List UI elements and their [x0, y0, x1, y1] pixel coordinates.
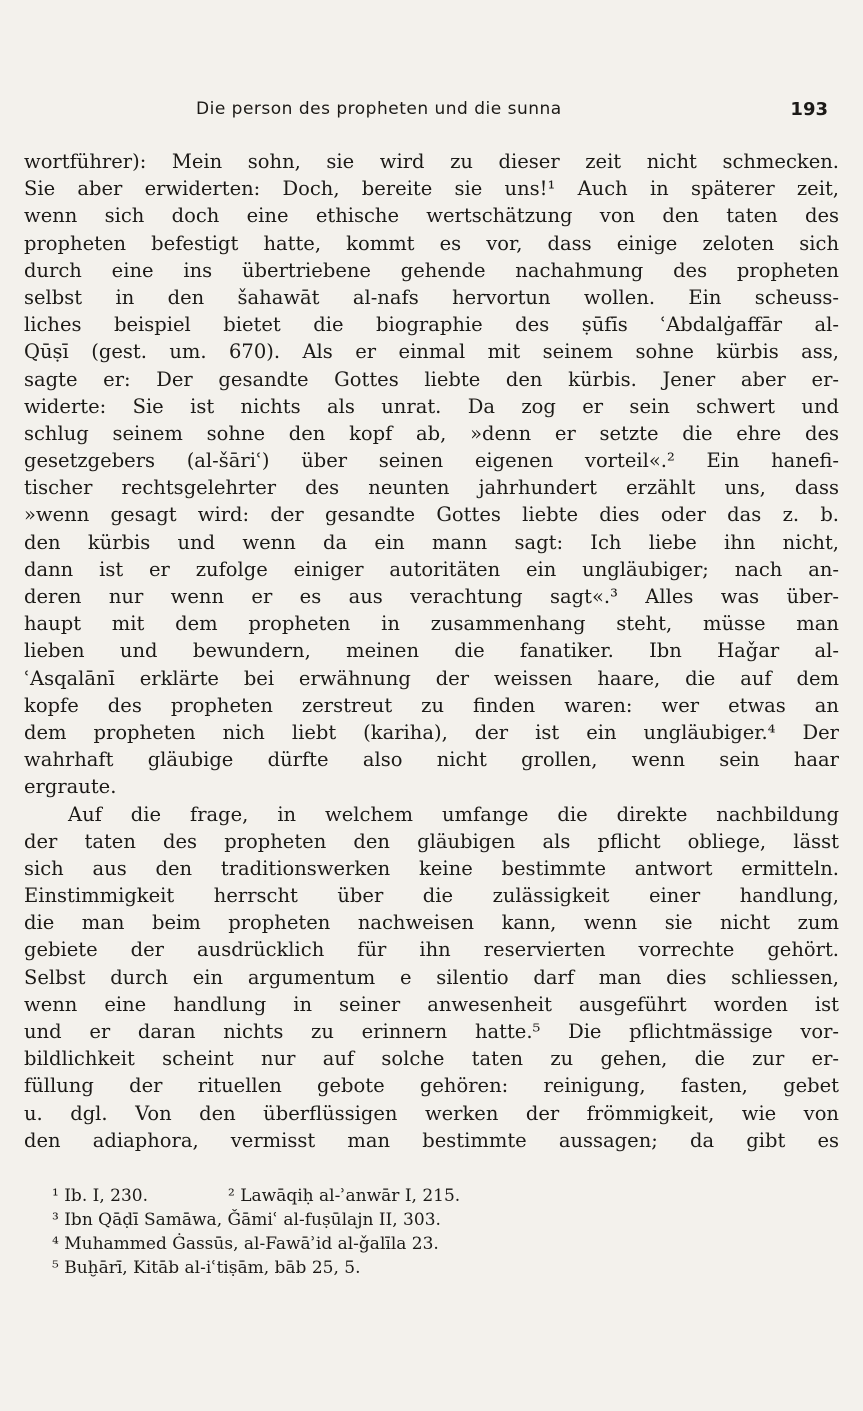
text-line: der taten des propheten den gläubigen als pflicht obliege, lässt [24, 829, 839, 853]
text-line-paragraph-end: ergraute. [24, 775, 117, 799]
footnote-3: ³ Ibn Qāḍī Samāwa, Ǧāmiʿ al-fuṣūlajn II, 303. [52, 1210, 441, 1230]
footnote-5: ⁵ Buḫārī, Kitāb al-iʿtiṣām, bāb 25, 5. [52, 1258, 361, 1278]
text-line: propheten befestigt hatte, kommt es vor, dass einige zeloten sich [24, 231, 839, 255]
text-line-paragraph-start: Auf die frage, in welchem umfange die direkte nachbildung [68, 802, 839, 826]
text-line: Qūṣī (gest. um. 670). Als er einmal mit seinem sohne kürbis ass, [24, 340, 839, 364]
running-header-title: Die person des propheten und die sunna [196, 99, 562, 119]
text-line: u. dgl. Von den überflüssigen werken der frömmigkeit, wie von [24, 1101, 839, 1125]
text-line: Selbst durch ein argumentum e silentio darf man dies schliessen, [24, 965, 839, 989]
text-line: liches beispiel bietet die biographie des ṣūfīs ʿAbdalġaffār al- [24, 313, 839, 337]
text-line: ʿAsqalānī erklärte bei erwähnung der weissen haare, die auf dem [24, 666, 839, 690]
page-number: 193 [790, 99, 828, 120]
text-line: kopfe des propheten zerstreut zu finden waren: wer etwas an [24, 693, 839, 717]
text-line: sagte er: Der gesandte Gottes liebte den kürbis. Jener aber er- [24, 367, 839, 391]
footnotes [52, 1184, 840, 1280]
text-line: widerte: Sie ist nichts als unrat. Da zog er sein schwert und [24, 394, 839, 418]
footnote-2: ² Lawāqiḥ al-ʾanwār I, 215. [228, 1186, 461, 1206]
text-line: wortführer): Mein sohn, sie wird zu dieser zeit nicht schmecken. [24, 150, 839, 173]
text-line: wahrhaft gläubige dürfte also nicht grollen, wenn sein haar [24, 748, 839, 772]
text-line: wenn sich doch eine ethische wertschätzung von den taten des [24, 204, 839, 228]
text-line: gebiete der ausdrücklich für ihn reservierten vorrechte gehört. [24, 938, 839, 962]
text-line: wenn eine handlung in seiner anwesenheit ausgeführt worden ist [24, 992, 839, 1016]
text-line: dann ist er zufolge einiger autoritäten ein ungläubiger; nach an- [24, 557, 839, 581]
text-line: den kürbis und wenn da ein mann sagt: Ich liebe ihn nicht, [24, 530, 839, 554]
text-line: Sie aber erwiderten: Doch, bereite sie uns!¹ Auch in späterer zeit, [24, 177, 839, 201]
text-line: füllung der rituellen gebote gehören: reinigung, fasten, gebet [24, 1074, 839, 1098]
footnote-1: ¹ Ib. I, 230. [52, 1186, 148, 1206]
text-line: die man beim propheten nachweisen kann, wenn sie nicht zum [24, 911, 839, 935]
text-line: »wenn gesagt wird: der gesandte Gottes liebte dies oder das z. b. [24, 503, 839, 527]
text-line: tischer rechtsgelehrter des neunten jahrhundert erzählt uns, dass [24, 476, 839, 500]
main-text [24, 148, 839, 1154]
text-line: schlug seinem sohne den kopf ab, »denn er setzte die ehre des [24, 421, 839, 445]
text-line: lieben und bewundern, meinen die fanatiker. Ibn Haǧar al- [24, 639, 839, 663]
footnote-row [52, 1184, 840, 1208]
text-line: den adiaphora, vermisst man bestimmte aussagen; da gibt es [24, 1128, 839, 1152]
text-line: bildlichkeit scheint nur auf solche taten zu gehen, die zur er- [24, 1047, 839, 1071]
text-line: gesetzgebers (al-šāriʿ) über seinen eigenen vorteil«.² Ein hanefi- [24, 449, 839, 473]
footnote-4: ⁴ Muhammed Ġassūs, al-Fawāʾid al-ǧalīla 23. [52, 1234, 439, 1254]
text-line: Einstimmigkeit herrscht über die zulässigkeit einer handlung, [24, 884, 839, 908]
text-line: haupt mit dem propheten in zusammenhang steht, müsse man [24, 612, 839, 636]
text-line: deren nur wenn er es aus verachtung sagt«.³ Alles was über- [24, 585, 839, 608]
text-line: durch eine ins übertriebene gehende nachahmung des propheten [24, 258, 839, 282]
text-line: sich aus den traditionswerken keine bestimmte antwort ermitteln. [24, 856, 839, 880]
text-line: und er daran nichts zu erinnern hatte.⁵ Die pflichtmässige vor- [24, 1020, 839, 1043]
text-line: dem propheten nich liebt (kariha), der ist ein ungläubiger.⁴ Der [24, 720, 839, 744]
text-line: selbst in den šahawāt al-nafs hervortun wollen. Ein scheuss- [24, 285, 839, 309]
